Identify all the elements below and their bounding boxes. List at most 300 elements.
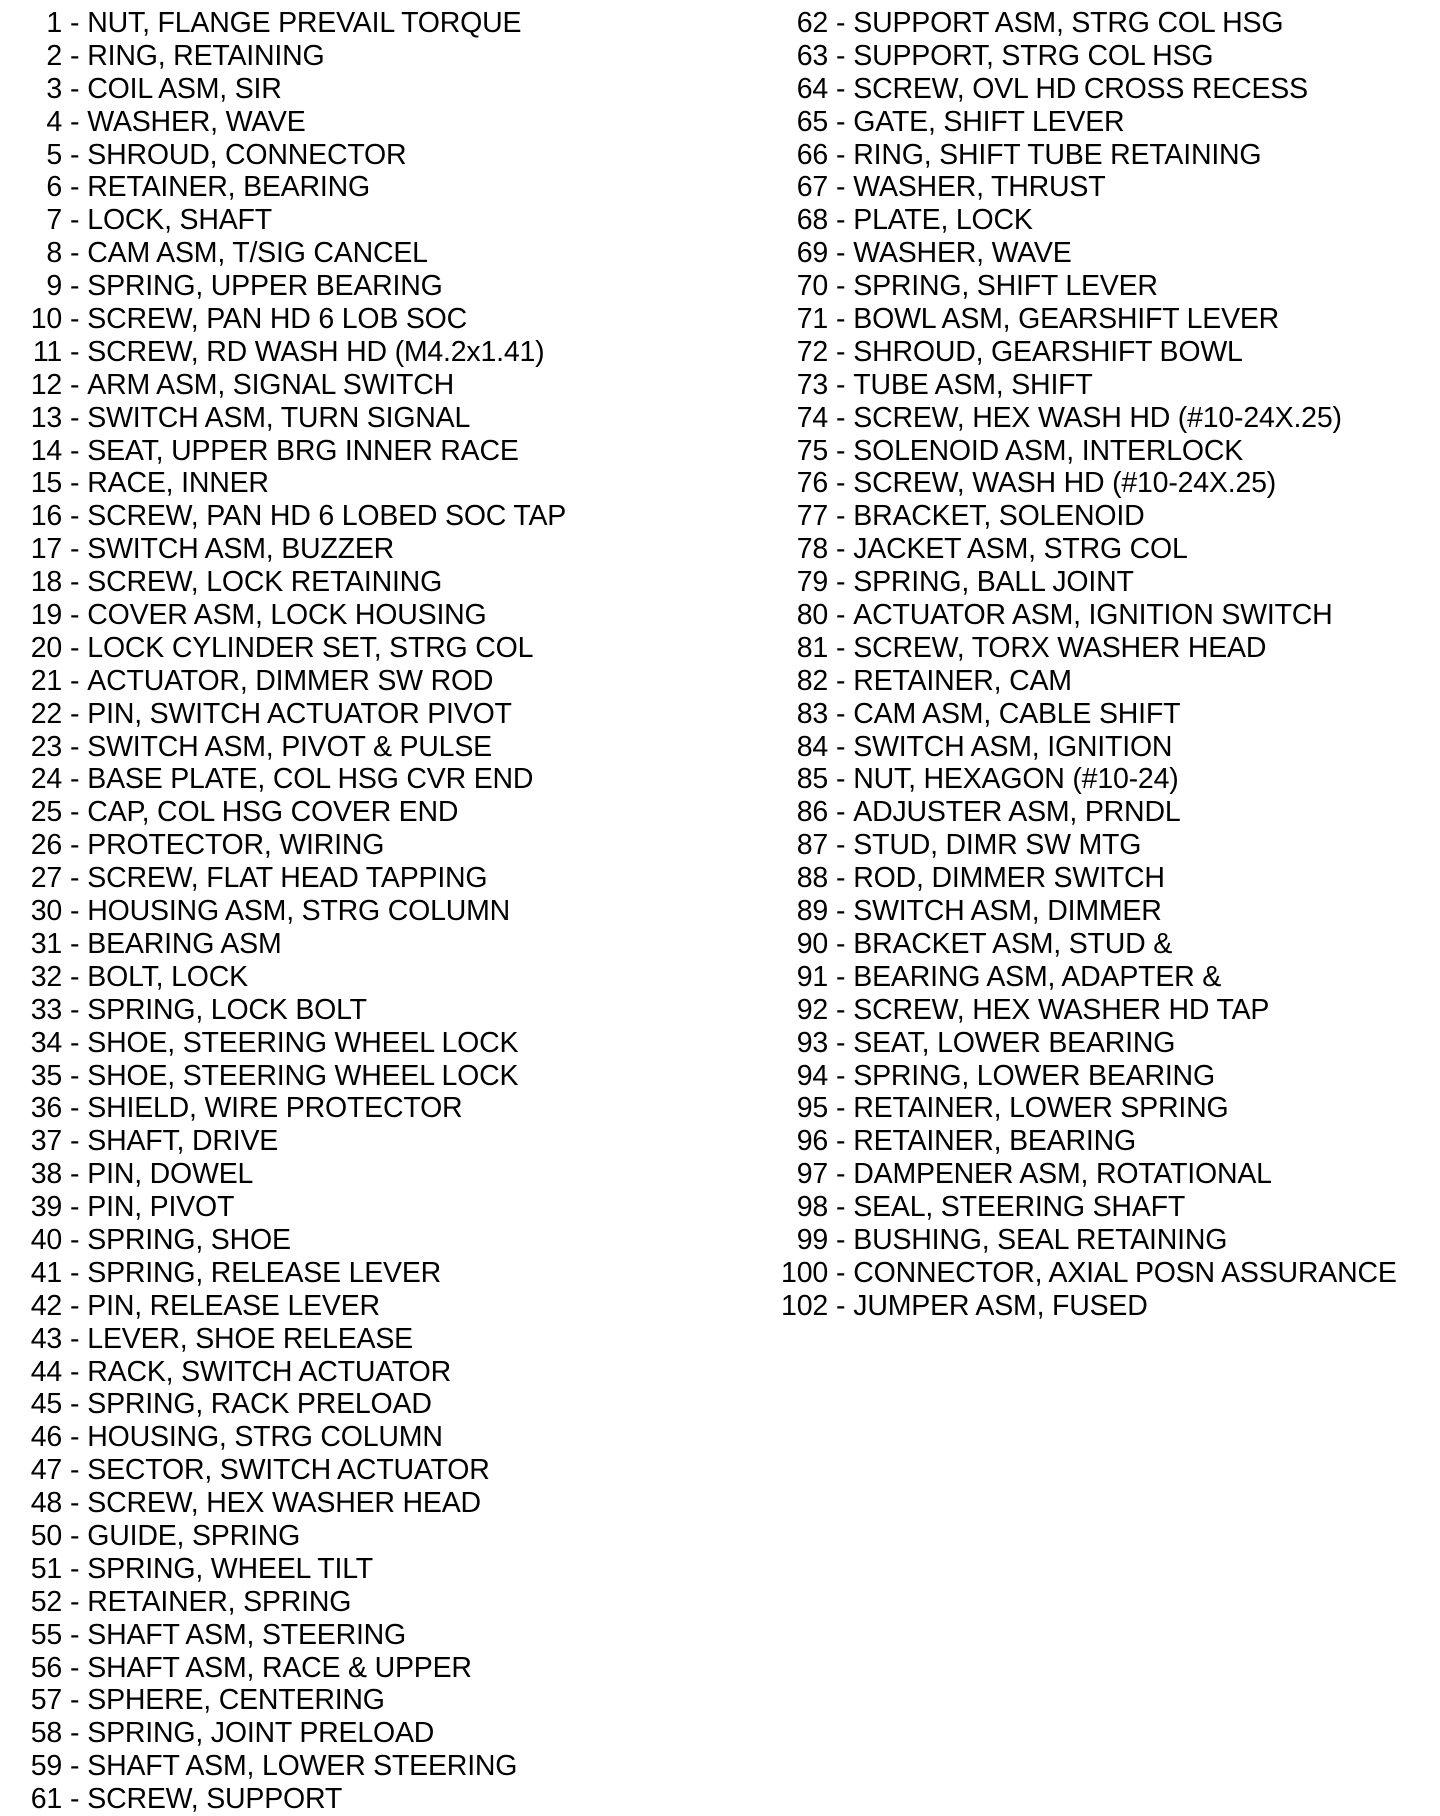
part-row (750, 1257, 1438, 1290)
part-row (6, 1125, 746, 1158)
part-description: SCREW, OVL HD CROSS RECESS (853, 72, 1308, 105)
part-number: 61 (30, 1783, 62, 1816)
part-row (6, 1060, 746, 1093)
part-row (750, 698, 1438, 731)
part-separator: - (836, 1289, 846, 1322)
part-description: BOLT, LOCK (87, 960, 248, 993)
part-description: SWITCH ASM, BUZZER (87, 533, 395, 566)
part-description: NUT, FLANGE PREVAIL TORQUE (87, 7, 522, 39)
part-separator: - (836, 993, 846, 1026)
part-description: BEARING ASM (87, 927, 282, 960)
part-description: CAM ASM, T/SIG CANCEL (87, 237, 428, 270)
part-row (750, 599, 1438, 632)
part-number: 65 (796, 105, 828, 138)
part-separator: - (836, 697, 846, 730)
part-description: SECTOR, SWITCH ACTUATOR (87, 1454, 490, 1487)
part-row (6, 1224, 746, 1257)
part-number: 57 (30, 1684, 62, 1717)
part-separator: - (836, 237, 846, 270)
part-description: SWITCH ASM, DIMMER (853, 895, 1162, 928)
part-description: SEAT, LOWER BEARING (853, 1026, 1176, 1059)
part-description: JUMPER ASM, FUSED (853, 1289, 1148, 1322)
part-description: SEAT, UPPER BRG INNER RACE (87, 434, 519, 467)
part-description: GUIDE, SPRING (87, 1519, 301, 1552)
part-row (750, 763, 1438, 796)
part-number: 68 (796, 204, 828, 237)
part-description: BEARING ASM, ADAPTER & (853, 960, 1222, 993)
part-separator: - (70, 960, 80, 993)
part-number: 19 (30, 599, 62, 632)
part-number: 89 (796, 895, 828, 928)
part-number: 71 (796, 303, 828, 336)
part-separator: - (836, 1223, 846, 1256)
part-number: 73 (796, 368, 828, 401)
part-number: 22 (30, 697, 62, 730)
part-number: 7 (46, 204, 62, 237)
part-description: SHAFT ASM, STEERING (87, 1618, 407, 1651)
part-description: SPRING, RELEASE LEVER (87, 1256, 442, 1289)
part-description: SCREW, HEX WASHER HEAD (87, 1487, 481, 1520)
part-number: 39 (30, 1191, 62, 1224)
part-description: SPRING, RACK PRELOAD (87, 1388, 432, 1421)
part-row (750, 1092, 1438, 1125)
part-row (750, 500, 1438, 533)
part-row (750, 961, 1438, 994)
part-description: SCREW, PAN HD 6 LOBED SOC TAP (87, 500, 567, 533)
part-separator: - (70, 829, 80, 862)
part-separator: - (70, 1026, 80, 1059)
part-separator: - (70, 1092, 80, 1125)
part-separator: - (70, 1487, 80, 1520)
part-row (6, 632, 746, 665)
part-separator: - (70, 500, 80, 533)
part-description: RETAINER, CAM (853, 664, 1072, 697)
part-row (6, 1158, 746, 1191)
part-separator: - (836, 171, 846, 204)
part-separator: - (70, 138, 80, 171)
part-row (750, 369, 1438, 402)
part-description: ACTUATOR ASM, IGNITION SWITCH (853, 599, 1333, 632)
part-row (6, 533, 746, 566)
part-number: 36 (30, 1092, 62, 1125)
part-number: 1 (46, 7, 62, 39)
part-row (750, 1158, 1438, 1191)
part-separator: - (836, 1026, 846, 1059)
part-separator: - (70, 1125, 80, 1158)
part-separator: - (836, 664, 846, 697)
part-row (750, 533, 1438, 566)
part-row (750, 632, 1438, 665)
part-number: 94 (796, 1059, 828, 1092)
part-separator: - (70, 1158, 80, 1191)
part-description: SPHERE, CENTERING (87, 1684, 385, 1717)
part-row (750, 796, 1438, 829)
part-description: PIN, RELEASE LEVER (87, 1289, 380, 1322)
part-number: 35 (30, 1059, 62, 1092)
part-number: 15 (30, 467, 62, 500)
part-description: SPRING, SHOE (87, 1223, 291, 1256)
part-description: SPRING, LOCK BOLT (87, 993, 367, 1026)
part-description: LOCK CYLINDER SET, STRG COL (87, 631, 534, 664)
part-number: 90 (796, 927, 828, 960)
part-separator: - (70, 1519, 80, 1552)
part-description: SPRING, LOWER BEARING (853, 1059, 1215, 1092)
part-separator: - (70, 730, 80, 763)
part-description: SHAFT ASM, RACE & UPPER (87, 1651, 472, 1684)
part-description: SCREW, LOCK RETAINING (87, 566, 443, 599)
part-row (750, 1224, 1438, 1257)
part-description: SHROUD, CONNECTOR (87, 138, 407, 171)
part-number: 69 (796, 237, 828, 270)
part-separator: - (70, 1421, 80, 1454)
part-number: 97 (796, 1158, 828, 1191)
part-separator: - (836, 533, 846, 566)
part-row (6, 369, 746, 402)
part-row (750, 1290, 1438, 1323)
part-separator: - (836, 7, 846, 39)
part-number: 85 (796, 763, 828, 796)
part-row (750, 303, 1438, 336)
part-separator: - (70, 270, 80, 303)
part-number: 3 (46, 72, 62, 105)
part-separator: - (70, 1585, 80, 1618)
part-description: HOUSING, STRG COLUMN (87, 1421, 443, 1454)
part-row (6, 500, 746, 533)
part-row (6, 73, 746, 106)
part-number: 76 (796, 467, 828, 500)
part-row (750, 862, 1438, 895)
part-number: 25 (30, 796, 62, 829)
part-description: RETAINER, BEARING (853, 1125, 1136, 1158)
part-description: BRACKET, SOLENOID (853, 500, 1145, 533)
part-separator: - (70, 1388, 80, 1421)
part-description: COIL ASM, SIR (87, 72, 282, 105)
part-number: 47 (30, 1454, 62, 1487)
part-description: PIN, DOWEL (87, 1158, 254, 1191)
part-number: 81 (796, 631, 828, 664)
part-separator: - (836, 500, 846, 533)
part-separator: - (836, 303, 846, 336)
part-row (6, 139, 746, 172)
part-description: BOWL ASM, GEARSHIFT LEVER (853, 303, 1280, 336)
part-number: 86 (796, 796, 828, 829)
part-description: SUPPORT ASM, STRG COL HSG (853, 7, 1284, 39)
part-separator: - (70, 39, 80, 72)
part-number: 11 (32, 335, 62, 368)
part-number: 46 (30, 1421, 62, 1454)
part-description: NUT, HEXAGON (#10-24) (853, 763, 1179, 796)
part-separator: - (70, 697, 80, 730)
part-separator: - (70, 72, 80, 105)
part-row (6, 1323, 746, 1356)
part-separator: - (70, 862, 80, 895)
part-row (6, 1356, 746, 1389)
part-description: PROTECTOR, WIRING (87, 829, 385, 862)
part-separator: - (70, 1223, 80, 1256)
part-row (6, 1553, 746, 1586)
part-number: 4 (46, 105, 62, 138)
part-description: HOUSING ASM, STRG COLUMN (87, 895, 511, 928)
part-number: 41 (30, 1256, 62, 1289)
part-number: 82 (796, 664, 828, 697)
part-row (6, 106, 746, 139)
part-description: SHIELD, WIRE PROTECTOR (87, 1092, 463, 1125)
part-number: 84 (796, 730, 828, 763)
part-description: RACK, SWITCH ACTUATOR (87, 1355, 451, 1388)
part-row (6, 270, 746, 303)
part-description: ARM ASM, SIGNAL SWITCH (87, 368, 454, 401)
part-row (750, 435, 1438, 468)
part-separator: - (836, 960, 846, 993)
part-row (6, 40, 746, 73)
part-number: 8 (46, 237, 62, 270)
part-row (6, 796, 746, 829)
part-description: CAP, COL HSG COVER END (87, 796, 459, 829)
part-separator: - (836, 599, 846, 632)
part-number: 59 (30, 1750, 62, 1783)
part-description: SOLENOID ASM, INTERLOCK (853, 434, 1244, 467)
part-number: 9 (46, 270, 62, 303)
part-number: 48 (30, 1487, 62, 1520)
part-separator: - (836, 1059, 846, 1092)
part-row (6, 763, 746, 796)
part-number: 43 (30, 1322, 62, 1355)
part-row (750, 566, 1438, 599)
part-row (6, 566, 746, 599)
part-description: SPRING, SHIFT LEVER (853, 270, 1158, 303)
part-separator: - (70, 927, 80, 960)
part-row (6, 698, 746, 731)
part-separator: - (836, 862, 846, 895)
part-description: JACKET ASM, STRG COL (853, 533, 1188, 566)
part-number: 6 (46, 171, 62, 204)
part-description: RING, RETAINING (87, 39, 325, 72)
part-separator: - (70, 1717, 80, 1750)
part-row (6, 336, 746, 369)
part-row (750, 895, 1438, 928)
part-separator: - (836, 401, 846, 434)
part-description: ADJUSTER ASM, PRNDL (853, 796, 1181, 829)
part-separator: - (836, 72, 846, 105)
part-number: 88 (796, 862, 828, 895)
part-separator: - (70, 1256, 80, 1289)
part-row (6, 1586, 746, 1619)
part-row (750, 1191, 1438, 1224)
part-number: 5 (46, 138, 62, 171)
part-description: WASHER, THRUST (853, 171, 1106, 204)
part-row (750, 928, 1438, 961)
part-number: 92 (796, 993, 828, 1026)
part-separator: - (70, 631, 80, 664)
part-row (6, 435, 746, 468)
part-description: STUD, DIMR SW MTG (853, 829, 1142, 862)
part-description: SWITCH ASM, PIVOT & PULSE (87, 730, 492, 763)
part-number: 62 (796, 7, 828, 39)
part-row (6, 1290, 746, 1323)
part-row (750, 40, 1438, 73)
part-description: RETAINER, LOWER SPRING (853, 1092, 1229, 1125)
part-description: SHAFT ASM, LOWER STEERING (87, 1750, 518, 1783)
part-row (6, 961, 746, 994)
part-separator: - (836, 1256, 846, 1289)
part-row (750, 106, 1438, 139)
part-separator: - (70, 796, 80, 829)
part-separator: - (70, 204, 80, 237)
part-description: SCREW, SUPPORT (87, 1783, 343, 1816)
part-number: 42 (30, 1289, 62, 1322)
part-row (6, 928, 746, 961)
part-row (750, 731, 1438, 764)
part-separator: - (836, 1092, 846, 1125)
part-separator: - (70, 1750, 80, 1783)
part-separator: - (70, 566, 80, 599)
part-description: SCREW, HEX WASHER HD TAP (853, 993, 1270, 1026)
part-number: 67 (796, 171, 828, 204)
part-description: CAM ASM, CABLE SHIFT (853, 697, 1181, 730)
part-number: 102 (781, 1289, 828, 1322)
part-number: 26 (30, 829, 62, 862)
part-number: 66 (796, 138, 828, 171)
part-row (6, 1191, 746, 1224)
part-row (6, 1027, 746, 1060)
part-number: 2 (46, 39, 62, 72)
part-separator: - (70, 171, 80, 204)
part-row (6, 204, 746, 237)
part-separator: - (836, 631, 846, 664)
part-separator: - (836, 1158, 846, 1191)
part-description: SHOE, STEERING WHEEL LOCK (87, 1059, 519, 1092)
part-description: CONNECTOR, AXIAL POSN ASSURANCE (853, 1256, 1397, 1289)
part-number: 56 (30, 1651, 62, 1684)
part-separator: - (70, 237, 80, 270)
part-number: 55 (30, 1618, 62, 1651)
part-number: 30 (30, 895, 62, 928)
part-number: 20 (30, 631, 62, 664)
part-number: 21 (30, 664, 62, 697)
part-row (6, 1652, 746, 1685)
part-number: 70 (796, 270, 828, 303)
part-number: 52 (30, 1585, 62, 1618)
part-row (750, 7, 1438, 40)
part-separator: - (70, 1651, 80, 1684)
part-number: 33 (30, 993, 62, 1026)
part-number: 34 (30, 1026, 62, 1059)
part-separator: - (836, 39, 846, 72)
part-separator: - (70, 335, 80, 368)
part-separator: - (70, 7, 80, 39)
part-row (6, 1388, 746, 1421)
part-description: WASHER, WAVE (87, 105, 306, 138)
part-number: 96 (796, 1125, 828, 1158)
part-description: SCREW, WASH HD (#10-24X.25) (853, 467, 1277, 500)
part-description: RING, SHIFT TUBE RETAINING (853, 138, 1262, 171)
part-row (6, 1750, 746, 1783)
part-description: SCREW, FLAT HEAD TAPPING (87, 862, 488, 895)
part-separator: - (70, 434, 80, 467)
part-separator: - (70, 1191, 80, 1224)
part-separator: - (70, 599, 80, 632)
part-separator: - (836, 1125, 846, 1158)
part-number: 16 (30, 500, 62, 533)
part-row (750, 1060, 1438, 1093)
part-description: SPRING, BALL JOINT (853, 566, 1134, 599)
part-description: SCREW, TORX WASHER HEAD (853, 631, 1267, 664)
part-number: 63 (796, 39, 828, 72)
part-row (6, 1257, 746, 1290)
part-description: LOCK, SHAFT (87, 204, 272, 237)
part-number: 31 (30, 927, 62, 960)
part-row (750, 994, 1438, 1027)
part-description: SWITCH ASM, TURN SIGNAL (87, 401, 471, 434)
part-separator: - (836, 1191, 846, 1224)
part-number: 51 (30, 1552, 62, 1585)
part-separator: - (70, 664, 80, 697)
part-number: 79 (796, 566, 828, 599)
part-description: SWITCH ASM, IGNITION (853, 730, 1173, 763)
part-row (6, 1783, 746, 1816)
part-row (6, 895, 746, 928)
part-description: SHOE, STEERING WHEEL LOCK (87, 1026, 519, 1059)
part-separator: - (70, 895, 80, 928)
part-number: 58 (30, 1717, 62, 1750)
part-separator: - (836, 204, 846, 237)
part-row (6, 1520, 746, 1553)
part-row (750, 73, 1438, 106)
part-separator: - (836, 105, 846, 138)
part-number: 13 (30, 401, 62, 434)
part-row (6, 1619, 746, 1652)
part-description: PIN, SWITCH ACTUATOR PIVOT (87, 697, 512, 730)
part-separator: - (70, 1289, 80, 1322)
part-separator: - (836, 368, 846, 401)
part-description: WASHER, WAVE (853, 237, 1072, 270)
part-row (750, 171, 1438, 204)
part-separator: - (70, 105, 80, 138)
part-row (750, 1027, 1438, 1060)
part-row (6, 237, 746, 270)
part-description: DAMPENER ASM, ROTATIONAL (853, 1158, 1272, 1191)
parts-list-left-column (6, 7, 746, 1816)
part-description: ACTUATOR, DIMMER SW ROD (87, 664, 494, 697)
part-description: SPRING, WHEEL TILT (87, 1552, 373, 1585)
part-description: COVER ASM, LOCK HOUSING (87, 599, 487, 632)
part-number: 75 (796, 434, 828, 467)
part-number: 98 (796, 1191, 828, 1224)
part-row (750, 237, 1438, 270)
part-description: SHROUD, GEARSHIFT BOWL (853, 335, 1243, 368)
part-description: ROD, DIMMER SWITCH (853, 862, 1165, 895)
part-description: SCREW, RD WASH HD (M4.2x1.41) (87, 335, 545, 368)
part-description: PIN, PIVOT (87, 1191, 235, 1224)
part-separator: - (836, 730, 846, 763)
part-number: 78 (796, 533, 828, 566)
part-number: 45 (30, 1388, 62, 1421)
part-number: 12 (30, 368, 62, 401)
part-separator: - (70, 1618, 80, 1651)
part-separator: - (836, 566, 846, 599)
part-separator: - (836, 467, 846, 500)
part-row (750, 1125, 1438, 1158)
part-row (6, 731, 746, 764)
part-description: RACE, INNER (87, 467, 269, 500)
part-separator: - (70, 467, 80, 500)
part-row (6, 862, 746, 895)
part-description: SHAFT, DRIVE (87, 1125, 279, 1158)
part-row (750, 665, 1438, 698)
part-row (750, 204, 1438, 237)
part-number: 44 (30, 1355, 62, 1388)
part-separator: - (70, 763, 80, 796)
